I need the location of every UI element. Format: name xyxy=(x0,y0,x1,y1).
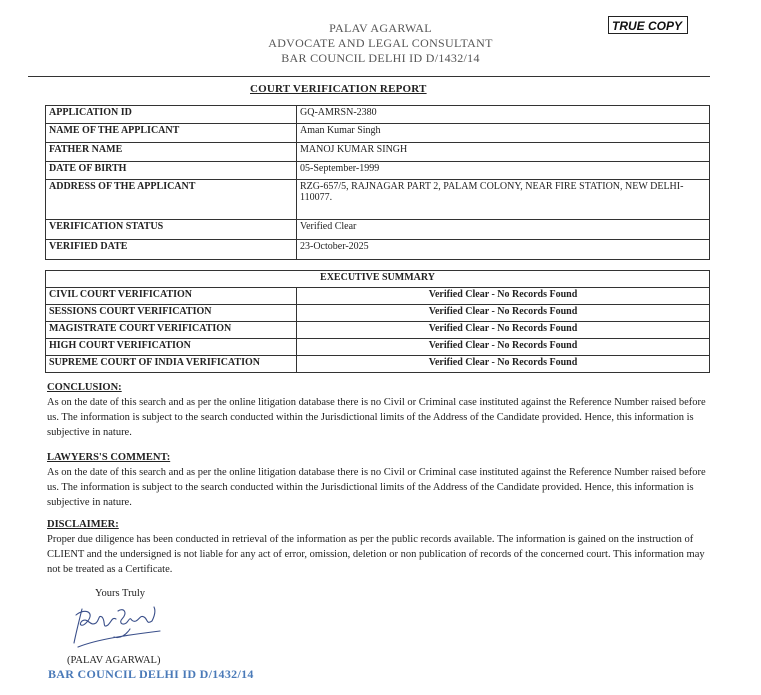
row-label: MAGISTRATE COURT VERIFICATION xyxy=(46,322,297,339)
row-label: VERIFICATION STATUS xyxy=(46,220,297,240)
table-row xyxy=(46,124,710,143)
table-row xyxy=(46,356,710,373)
row-value: 23-October-2025 xyxy=(297,240,710,260)
table-row xyxy=(46,143,710,162)
row-label: DATE OF BIRTH xyxy=(46,162,297,180)
header-name: PALAV AGARWAL xyxy=(329,21,432,35)
lawyers-comment-heading: LAWYERS'S COMMENT: xyxy=(47,452,171,463)
row-label: NAME OF THE APPLICANT xyxy=(46,124,297,143)
header-bar-id: BAR COUNCIL DELHI ID D/1432/14 xyxy=(281,51,480,65)
table-row xyxy=(46,305,710,322)
row-value: MANOJ KUMAR SINGH xyxy=(297,143,710,162)
row-label: VERIFIED DATE xyxy=(46,240,297,260)
row-label: FATHER NAME xyxy=(46,143,297,162)
header-divider xyxy=(28,76,710,77)
table-header-row xyxy=(46,271,710,288)
table-row xyxy=(46,220,710,240)
applicant-details-table xyxy=(45,105,710,260)
row-value: Verified Clear - No Records Found xyxy=(297,305,710,322)
executive-summary-table xyxy=(45,270,710,373)
row-label: HIGH COURT VERIFICATION xyxy=(46,339,297,356)
conclusion-section xyxy=(47,380,707,440)
conclusion-text: As on the date of this search and as per the online litigation database there is no Civil or Criminal case instituted against the Reference Number raised before us. The information is subject to the search conducted within the Jurisdictional limits of the Address of the Candidate provided. Hence, this information is subjective in nature. xyxy=(47,397,706,438)
row-value: Verified Clear - No Records Found xyxy=(297,356,710,373)
row-value: Verified Clear - No Records Found xyxy=(297,288,710,305)
row-label: CIVIL COURT VERIFICATION xyxy=(46,288,297,305)
header-designation: ADVOCATE AND LEGAL CONSULTANT xyxy=(268,36,493,50)
table-row xyxy=(46,106,710,124)
row-label: APPLICATION ID xyxy=(46,106,297,124)
table-row xyxy=(46,162,710,180)
disclaimer-section xyxy=(47,517,707,577)
lawyers-comment-text: As on the date of this search and as per the online litigation database there is no Civil or Criminal case instituted against the Reference Number raised before us. The information is subject to the search conducted within the Jurisdictional limits of the Address of the Candidate provided. Hence, this information is subjective in nature. xyxy=(47,467,706,508)
row-value: Verified Clear xyxy=(297,220,710,240)
row-value: 05-September-1999 xyxy=(297,162,710,180)
table-row xyxy=(46,339,710,356)
row-value: GQ-AMRSN-2380 xyxy=(297,106,710,124)
row-value: Aman Kumar Singh xyxy=(297,124,710,143)
disclaimer-heading: DISCLAIMER: xyxy=(47,519,119,530)
row-label: SUPREME COURT OF INDIA VERIFICATION xyxy=(46,356,297,373)
row-label: ADDRESS OF THE APPLICANT xyxy=(46,180,297,220)
table-row xyxy=(46,180,710,220)
disclaimer-text: Proper due diligence has been conducted in retrieval of the information as per the public records available. The information is gained on the instruction of CLIENT and the undersigned is not liable for any act of error, omission, deletion or non publication of records of the concerned court. This information may not be treated as a Certificate. xyxy=(47,534,705,575)
table-row xyxy=(46,322,710,339)
report-title: COURT VERIFICATION REPORT xyxy=(250,83,427,95)
row-value: RZG-657/5, RAJNAGAR PART 2, PALAM COLONY, NEAR FIRE STATION, NEW DELHI-110077. xyxy=(297,180,710,220)
table-row xyxy=(46,288,710,305)
row-value: Verified Clear - No Records Found xyxy=(297,339,710,356)
lawyers-comment-section xyxy=(47,450,707,510)
row-value: Verified Clear - No Records Found xyxy=(297,322,710,339)
row-label: SESSIONS COURT VERIFICATION xyxy=(46,305,297,322)
conclusion-heading: CONCLUSION: xyxy=(47,382,122,393)
yours-truly: Yours Truly xyxy=(95,588,146,599)
table-row xyxy=(46,240,710,260)
signatory-bar-id: BAR COUNCIL DELHI ID D/1432/14 xyxy=(48,667,254,681)
signature-image xyxy=(68,603,168,651)
executive-summary-heading: EXECUTIVE SUMMARY xyxy=(46,271,710,288)
signatory-name: (PALAV AGARWAL) xyxy=(67,655,161,666)
true-copy-stamp: TRUE COPY xyxy=(608,16,688,34)
